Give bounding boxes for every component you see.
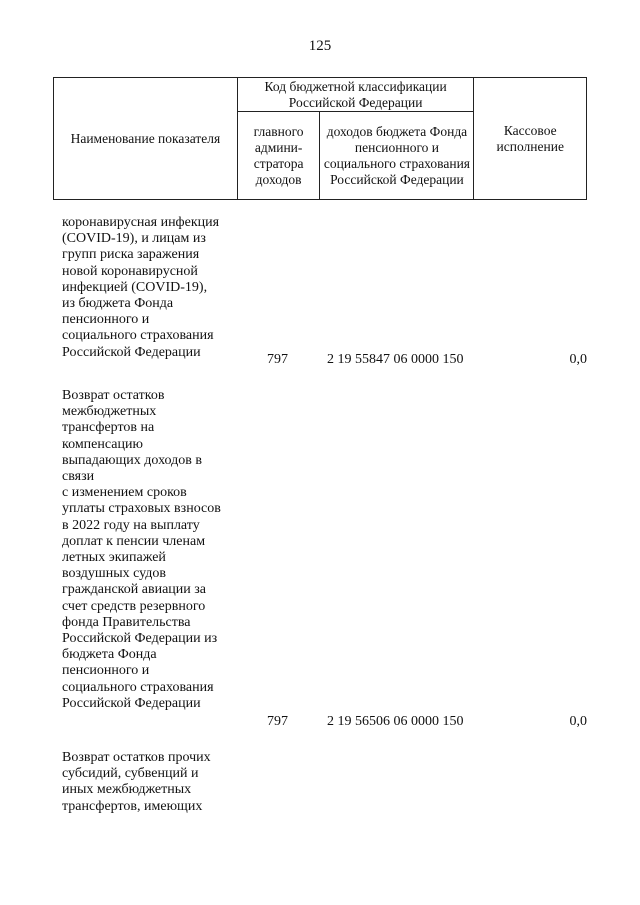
table-header	[53, 77, 587, 200]
table-row	[62, 388, 587, 728]
header-col-exec: Кассовое исполнение	[474, 78, 587, 200]
header-col-income: доходов бюджета Фонда пенсионного и социального страхования Российской Федерации	[320, 112, 474, 200]
table-row	[62, 750, 587, 820]
row-name: Возврат остатков межбюджетных трансфертов на компенсацию выпадающих доходов в связи с изменением сроков уплаты страховых взносов в 2022 году на выплату доплат к пенсии членам летных экипажей воздушных судов гражданской авиации за счет средств резервного фонда Правительства Российской Федерации из бюджета Фонда пенсионного и социального страхования Российской Федерации	[62, 388, 221, 711]
table-row	[62, 215, 587, 365]
row-income-code: 2 19 55847 06 0000 150	[327, 352, 464, 367]
row-name: коронавирусная инфекция (COVID-19), и лицам из групп риска заражения новой коронавирусной инфекцией (COVID-19), из бюджета Фонда пенсионного и социального страхования Российской Федерации	[62, 215, 220, 360]
page-number: 125	[308, 38, 332, 54]
row-name: Возврат остатков прочих субсидий, субвенций и иных межбюджетных трансфертов, имеющих	[62, 750, 211, 814]
header-col-name: Наименование показателя	[54, 78, 238, 200]
row-amount: 0,0	[569, 352, 587, 367]
header-col-admin: главного админи-стратора доходов	[237, 112, 320, 200]
row-admin-code: 797	[267, 352, 288, 367]
row-admin-code: 797	[267, 714, 288, 729]
header-group-title: Код бюджетной классификации Российской Федерации	[237, 78, 474, 112]
row-income-code: 2 19 56506 06 0000 150	[327, 714, 464, 729]
row-amount: 0,0	[569, 714, 587, 729]
